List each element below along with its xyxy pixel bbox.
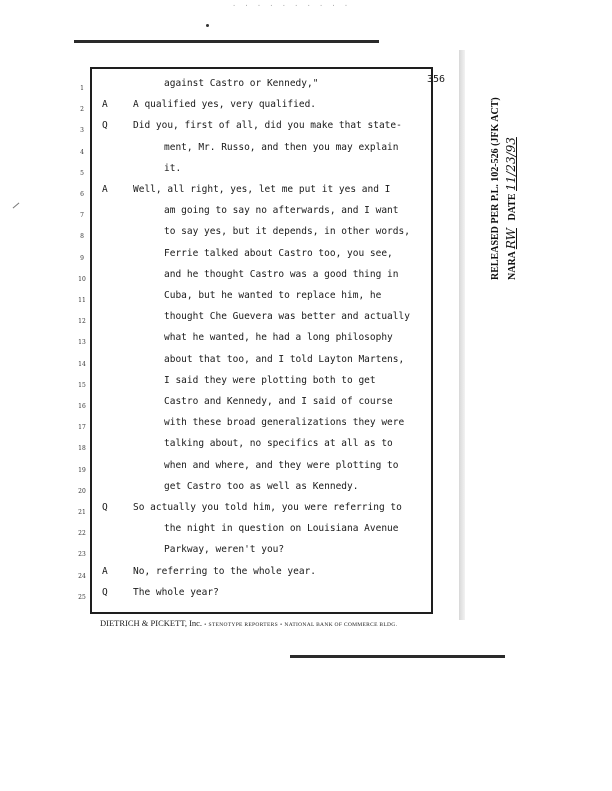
line-number: 20 <box>78 487 86 495</box>
stamp-date-value: 11/23/93 <box>504 137 518 191</box>
stamp-nara-label: NARA <box>507 251 518 280</box>
testimony-text: Ferrie talked about Castro too, you see, <box>164 247 393 259</box>
testimony-text: So actually you told him, you were referring to <box>133 502 402 513</box>
line-number: 13 <box>78 339 86 347</box>
transcript-line <box>0 523 460 545</box>
testimony-text: Parkway, weren't you? <box>164 544 285 556</box>
transcript-line <box>0 417 460 439</box>
footer-role: STENOTYPE REPORTERS <box>208 622 278 628</box>
speaker-label: A <box>102 99 108 111</box>
line-number: 10 <box>78 275 86 283</box>
page-number: 356 <box>427 74 446 85</box>
line-number: 8 <box>80 233 84 241</box>
testimony-text: I said they were plotting both to get <box>164 374 376 386</box>
testimony-text: to say yes, but it depends, in other words, <box>164 226 410 238</box>
transcript-line <box>0 205 460 227</box>
transcript-line <box>0 332 460 354</box>
scan-speck <box>206 24 209 27</box>
line-number: 3 <box>80 127 84 135</box>
line-number: 21 <box>78 509 86 516</box>
line-number: 17 <box>78 424 86 432</box>
testimony-text: it. <box>164 162 182 174</box>
transcript-line <box>0 269 460 291</box>
testimony-text: Cuba, but he wanted to replace him, he <box>164 290 382 301</box>
transcript-line <box>0 587 460 609</box>
testimony-text: get Castro too as well as Kennedy. <box>164 480 359 492</box>
transcript-line <box>0 311 460 333</box>
transcript-line <box>0 248 460 270</box>
stamp-release-line: RELEASED PER P.L. 102-526 (JFK ACT) <box>490 97 501 280</box>
stamp-nara-initials: RW <box>504 228 518 250</box>
transcript-line <box>0 544 460 566</box>
bottom-rule <box>290 655 505 658</box>
testimony-text: Well, all right, yes, let me put it yes and I <box>133 184 391 195</box>
transcript-line <box>0 481 460 503</box>
footer-address: NATIONAL BANK OF COMMERCE BLDG. <box>284 622 398 628</box>
testimony-text: ment, Mr. Russo, and then you may explain <box>164 141 399 153</box>
transcript-line <box>0 502 460 524</box>
testimony-text: Did you, first of all, did you make that state- <box>133 120 402 132</box>
speaker-label: A <box>102 565 108 577</box>
transcript-line <box>0 120 460 142</box>
line-number: 25 <box>78 593 86 601</box>
transcript-line <box>0 375 460 397</box>
testimony-text: and he thought Castro was a good thing in <box>164 268 399 280</box>
transcript-line <box>0 290 460 312</box>
transcript-line <box>0 460 460 482</box>
line-number: 23 <box>78 551 86 559</box>
testimony-text: about that too, and I told Layton Martens, <box>164 353 405 365</box>
line-number: 16 <box>78 403 86 410</box>
transcript-line <box>0 226 460 248</box>
transcript-line <box>0 163 460 185</box>
line-number: 6 <box>80 191 84 198</box>
reporter-footer <box>100 618 397 628</box>
stamp-date-label: DATE <box>507 193 518 221</box>
testimony-text: when and where, and they were plotting to <box>164 459 399 471</box>
testimony-text: A qualified yes, very qualified. <box>133 99 317 111</box>
line-number: 5 <box>80 169 84 177</box>
line-number: 12 <box>78 318 86 326</box>
testimony-text: the night in question on Louisiana Avenue <box>164 523 399 535</box>
transcript-line <box>0 438 460 460</box>
line-number: 19 <box>78 466 86 474</box>
transcript-line <box>0 184 460 206</box>
footer-bullet: • <box>204 622 207 628</box>
transcript-line <box>0 142 460 164</box>
testimony-text: Castro and Kennedy, and I said of course <box>164 396 393 407</box>
speaker-label: A <box>102 184 108 195</box>
line-number: 18 <box>78 445 86 453</box>
testimony-text: talking about, no specifics at all as to <box>164 438 393 450</box>
line-number: 14 <box>78 360 86 368</box>
speaker-label: Q <box>102 586 108 598</box>
line-number: 22 <box>78 530 86 538</box>
footer-bullet: • <box>280 622 283 628</box>
testimony-text: what he wanted, he had a long philosophy <box>164 332 393 344</box>
top-rule <box>74 40 379 43</box>
line-number: 2 <box>80 106 84 114</box>
transcript-line <box>0 566 460 588</box>
testimony-text: No, referring to the whole year. <box>133 565 317 577</box>
line-number: 9 <box>80 254 84 262</box>
line-number: 1 <box>80 85 84 92</box>
testimony-text: am going to say no afterwards, and I want <box>164 205 399 217</box>
footer-firm: DIETRICH & PICKETT, Inc. <box>100 618 203 628</box>
speaker-label: Q <box>102 120 108 132</box>
line-number: 11 <box>78 297 86 304</box>
transcript-line <box>0 78 460 100</box>
line-number: 7 <box>80 212 84 220</box>
transcript-line <box>0 354 460 376</box>
testimony-text: thought Che Guevera was better and actually <box>164 311 410 323</box>
speaker-label: Q <box>102 502 108 513</box>
line-number: 24 <box>78 572 86 580</box>
testimony-text: with these broad generalizations they were <box>164 417 405 429</box>
transcript-line <box>0 99 460 121</box>
testimony-text: The whole year? <box>133 586 219 598</box>
testimony-text: against Castro or Kennedy," <box>164 78 319 89</box>
transcript-line <box>0 396 460 418</box>
line-number: 15 <box>78 381 86 389</box>
line-number: 4 <box>80 148 84 156</box>
top-faint-text: · · · · · · · · · · <box>232 2 351 10</box>
